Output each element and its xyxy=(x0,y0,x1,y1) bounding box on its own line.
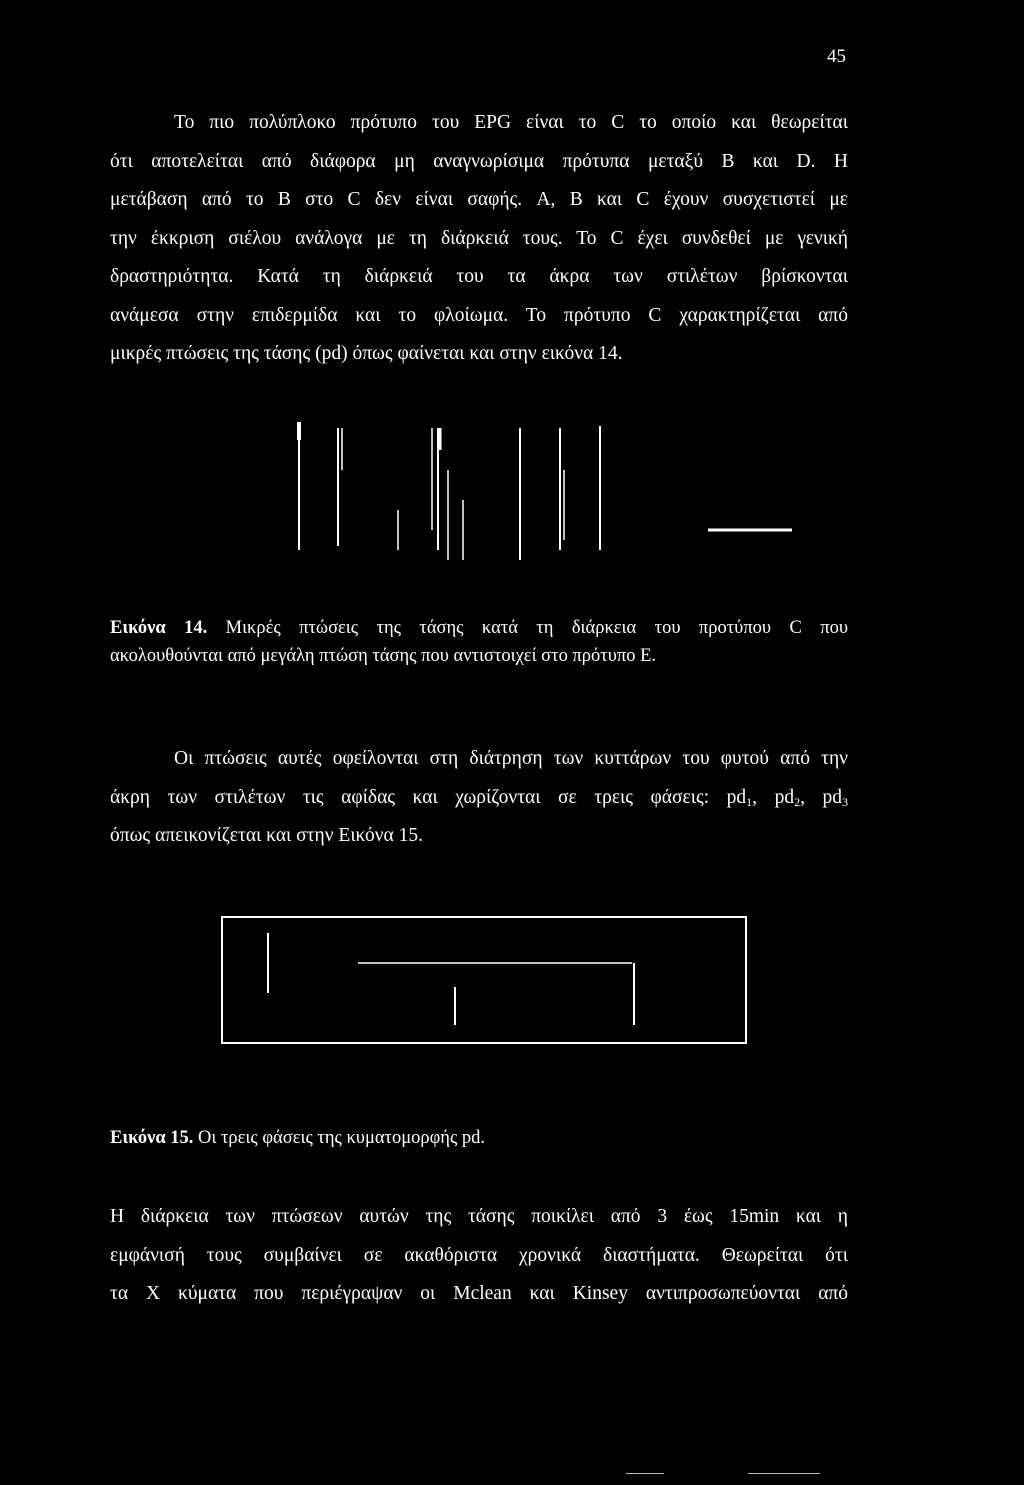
page-number: 45 xyxy=(827,46,846,67)
paragraph-line: μετάβαση από το B στο C δεν είναι σαφής. A, B και C έχουν συσχετιστεί με xyxy=(110,189,848,210)
paragraph-1 xyxy=(110,104,848,374)
figure-15-waveform xyxy=(220,915,760,1047)
paragraph-line: ότι αποτελείται από διάφορα μη αναγνωρίσιμα πρότυπα μεταξύ B και D. Η xyxy=(110,150,848,172)
paragraph-3 xyxy=(110,1198,848,1314)
caption-line xyxy=(110,1124,848,1152)
figure-14-caption xyxy=(110,614,848,670)
pd-base: pd xyxy=(774,786,795,808)
pd-base: pd xyxy=(726,786,747,808)
paragraph-2 xyxy=(110,740,848,856)
paragraph-line: Η διάρκεια των πτώσεων αυτών της τάσης ποικίλει από 3 έως 15min και η xyxy=(110,1206,848,1227)
figure-label: Εικόνα 14. xyxy=(110,618,208,638)
footer-rule xyxy=(626,1473,664,1474)
figure-14-waveform xyxy=(280,410,810,570)
paragraph-line: την έκκριση σιέλου ανάλογα με τη διάρκειά τους. Το C έχει συνδεθεί με γενική xyxy=(110,227,848,249)
paragraph-line: δραστηριότητα. Κατά τη διάρκειά του τα άκρα των στιλέτων βρίσκονται xyxy=(110,266,848,287)
figure-15-caption xyxy=(110,1124,848,1152)
paragraph-line: μικρές πτώσεις της τάσης (pd) όπως φαίνεται και στην εικόνα 14. xyxy=(110,343,623,364)
caption-line: ακολουθούνται από μεγάλη πτώση τάσης που αντιστοιχεί στο πρότυπο Ε. xyxy=(110,646,657,666)
caption-text: Οι τρεις φάσεις της κυματομορφής pd. xyxy=(198,1128,486,1148)
separator: , xyxy=(800,786,805,808)
pd-sub: 3 xyxy=(842,794,848,809)
pd-base: pd xyxy=(822,786,842,808)
paragraph-line: ανάμεσα στην επιδερμίδα και το φλοίωμα. Το πρότυπο C χαρακτηρίζεται από xyxy=(110,304,848,326)
caption-line xyxy=(110,614,848,642)
line-text: άκρη των στιλέτων τις αφίδας και χωρίζονται σε τρεις φάσεις: xyxy=(110,786,710,808)
pd-term xyxy=(823,787,849,808)
paragraph-line: τα Χ κύματα που περιέγραψαν οι Mclean και Kinsey αντιπροσωπεύονται από xyxy=(110,1283,848,1304)
paragraph-line: Το πιο πολύπλοκο πρότυπο του EPG είναι το C το οποίο και θεωρείται xyxy=(174,112,848,133)
figure-frame xyxy=(222,917,746,1043)
caption-text: Μικρές πτώσεις της τάσης κατά τη διάρκεια του προτύπου C που xyxy=(225,618,848,638)
pd-sub: 1 xyxy=(746,794,753,809)
separator: , xyxy=(752,786,758,808)
pd-sub: 2 xyxy=(794,794,801,809)
paragraph-line: όπως απεικονίζεται και στην Εικόνα 15. xyxy=(110,825,423,846)
pd-term xyxy=(775,787,801,808)
pd-term xyxy=(727,787,753,808)
figure-label: Εικόνα 15. xyxy=(110,1128,194,1148)
paragraph-line: εμφάνισή τους συμβαίνει σε ακαθόριστα χρονικά διαστήματα. Θεωρείται ότι xyxy=(110,1244,848,1266)
paragraph-line: Οι πτώσεις αυτές οφείλονται στη διάτρηση των κυττάρων του φυτού από την xyxy=(174,748,848,769)
footer-rule xyxy=(748,1473,820,1474)
paragraph-line xyxy=(110,779,848,818)
